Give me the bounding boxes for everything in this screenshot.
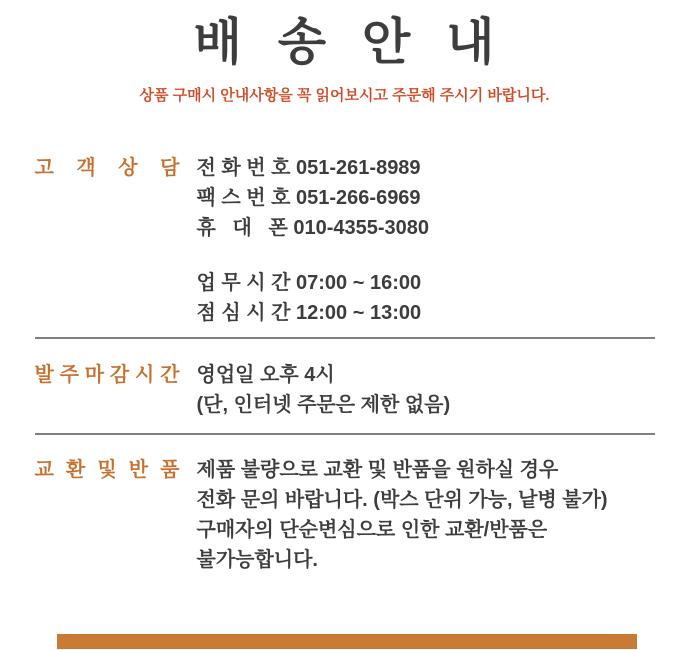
deadline-line: 영업일 오후 4시 <box>196 364 335 386</box>
business-hours-line: 업 무 시 간 07:00 ~ 16:00 <box>196 272 422 294</box>
mobile-number-line: 휴 대 폰 010-4355-3080 <box>196 217 430 239</box>
exchange-line-2: 전화 문의 바랍니다. (박스 단위 가능, 낱병 불가) <box>196 489 608 511</box>
lunch-hours-line: 점 심 시 간 12:00 ~ 13:00 <box>196 302 422 324</box>
section-body-customer-service <box>197 153 655 328</box>
section-exchange-return <box>35 433 655 575</box>
exchange-line-4: 불가능합니다. <box>196 549 318 571</box>
section-label-order-deadline: 발 주 마 감 시 간 <box>34 364 180 386</box>
fax-number-line: 팩 스 번 호 051-266-6969 <box>196 187 421 209</box>
page-title: 배 송 안 내 <box>193 14 496 70</box>
deadline-note-line: (단, 인터넷 주문은 제한 없음) <box>196 394 451 416</box>
section-body-order-deadline <box>197 360 655 420</box>
bottom-accent-bar <box>57 634 637 649</box>
info-sections <box>35 153 655 575</box>
section-label-customer-service: 고 객 상 담 <box>34 157 180 179</box>
exchange-line-3: 구매자의 단순변심으로 인한 교환/반품은 <box>196 519 548 541</box>
phone-number-line: 전 화 번 호 051-261-8989 <box>196 157 421 179</box>
section-order-deadline <box>35 337 655 433</box>
section-label-exchange-return: 교 환 및 반 품 <box>34 459 180 481</box>
section-customer-service <box>35 153 655 337</box>
page-subtitle: 상품 구매시 안내사항을 꼭 읽어보시고 주문해 주시기 바랍니다. <box>139 87 550 104</box>
spacer-line <box>197 243 655 268</box>
exchange-line-1: 제품 불량으로 교환 및 반품을 원하실 경우 <box>196 459 559 481</box>
section-body-exchange-return <box>197 455 655 575</box>
